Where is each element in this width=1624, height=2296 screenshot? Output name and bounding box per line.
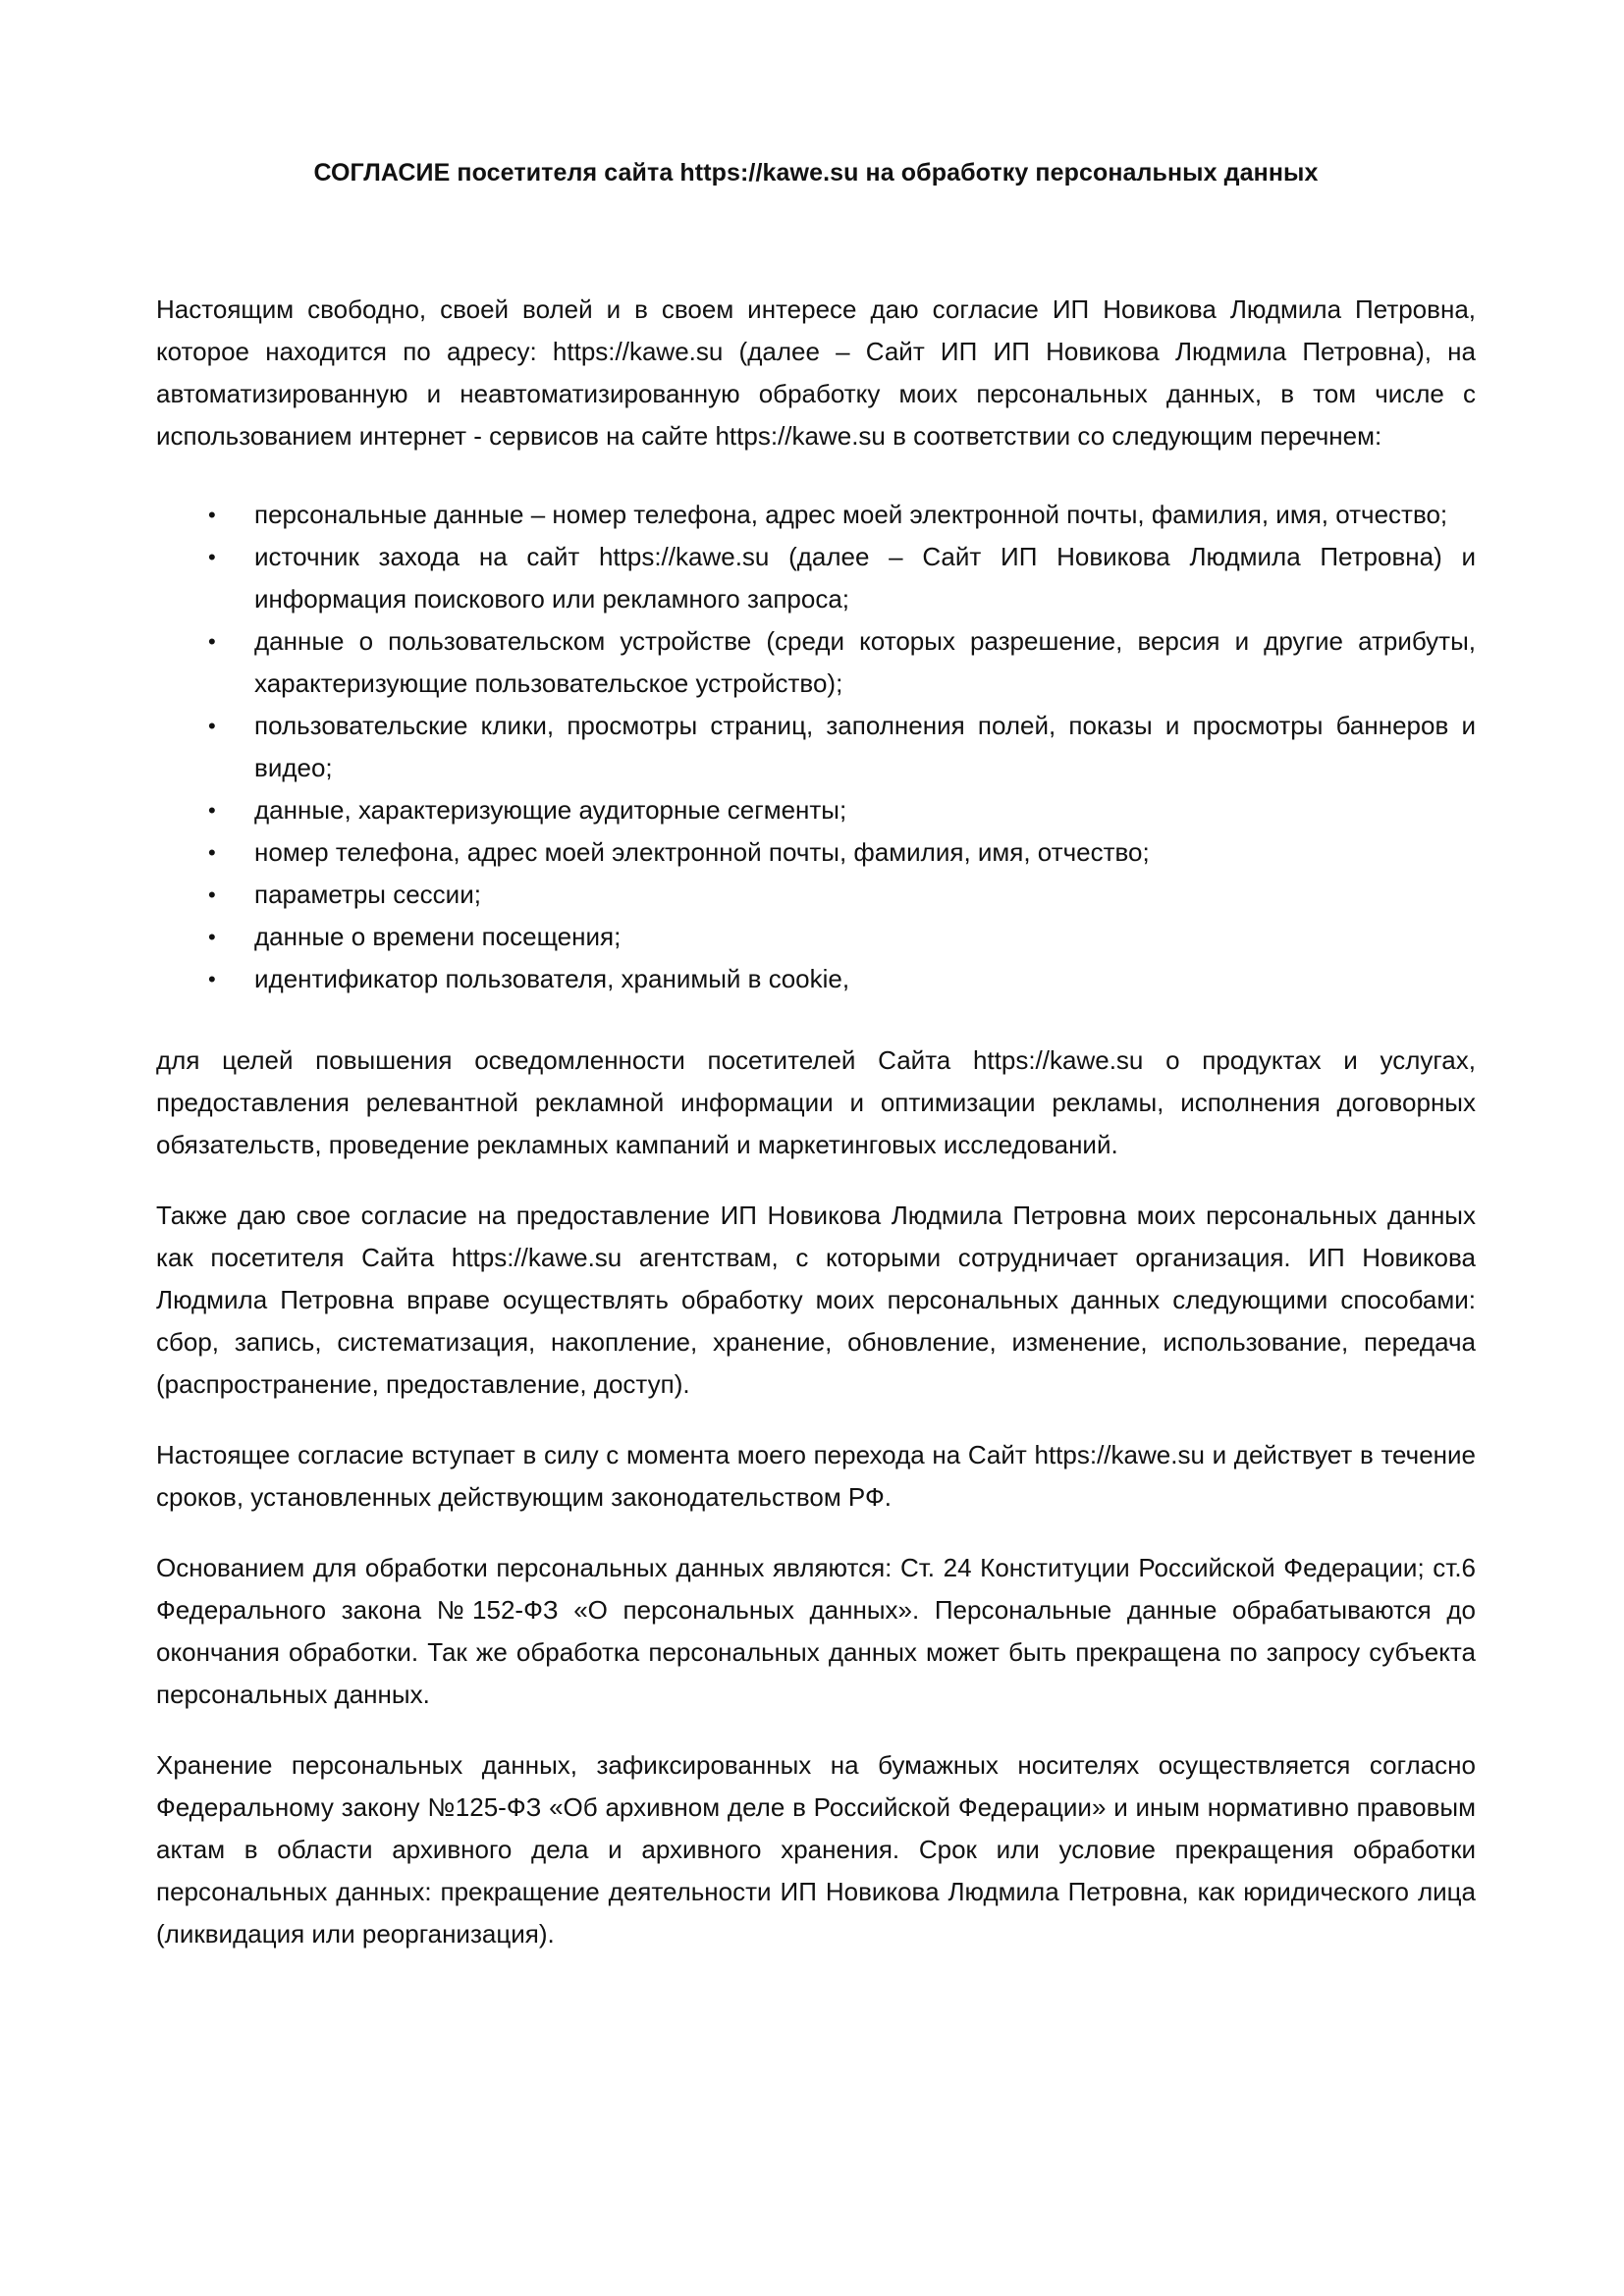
list-item-text: номер телефона, адрес моей электронной почты, фамилия, имя, отчество; — [254, 837, 1150, 867]
list-item-text: данные, характеризующие аудиторные сегменты; — [254, 795, 847, 825]
document-page — [156, 155, 1476, 1955]
bullet-icon: • — [208, 714, 216, 738]
validity-paragraph: Настоящее согласие вступает в силу с момента моего перехода на Сайт https://kawe.su и действует в течение сроков, установленных действующим законодательством РФ. — [156, 1440, 1476, 1512]
bullet-icon: • — [208, 840, 216, 865]
list-item — [156, 831, 1476, 874]
personal-data-list — [156, 494, 1476, 1000]
list-item-text: параметры сессии; — [254, 880, 481, 909]
bullet-icon: • — [208, 629, 216, 654]
list-item — [156, 874, 1476, 916]
bullet-icon: • — [208, 545, 216, 569]
storage-paragraph: Хранение персональных данных, зафиксированных на бумажных носителях осуществляется согласно Федеральному закону №125-ФЗ «Об архивном деле в Российской Федерации» и иным нормативно правовым актам в области архивного дела и архивного хранения. Срок или условие прекращения обработки персональных данных: прекращение деятельности ИП Новикова Людмила Петровна, как юридического лица (ликвидация или реорганизация). — [156, 1750, 1476, 1949]
bullet-icon: • — [208, 967, 216, 991]
list-item — [156, 536, 1476, 620]
list-item — [156, 620, 1476, 705]
list-item-text: пользовательские клики, просмотры страниц, заполнения полей, показы и просмотры баннеров и видео; — [254, 711, 1476, 782]
bullet-icon: • — [208, 925, 216, 949]
list-item-text: данные о времени посещения; — [254, 922, 622, 951]
list-item — [156, 789, 1476, 831]
bullet-icon: • — [208, 798, 216, 823]
list-item — [156, 705, 1476, 789]
bullet-icon: • — [208, 503, 216, 527]
document-title: СОГЛАСИЕ посетителя сайта https://kawe.su на обработку персональных данных — [313, 159, 1319, 187]
list-item — [156, 494, 1476, 536]
list-item — [156, 916, 1476, 958]
purposes-paragraph: для целей повышения осведомленности посетителей Сайта https://kawe.su о продуктах и услугах, предоставления релевантной рекламной информации и оптимизации рекламы, исполнения договорных обязательств, проведение рекламных кампаний и маркетинговых исследований. — [156, 1045, 1476, 1159]
agencies-paragraph: Также даю свое согласие на предоставление ИП Новикова Людмила Петровна моих персональных данных как посетителя Сайта https://kawe.su агентствам, с которыми сотрудничает организация. ИП Новикова Людмила Петровна вправе осуществлять обработку моих персональных данных следующими способами: сбор, запись, систематизация, накопление, хранение, обновление, изменение, использование, передача (распространение, предоставление, доступ). — [156, 1201, 1476, 1399]
intro-paragraph: Настоящим свободно, своей волей и в своем интересе даю согласие ИП Новикова Людмила Петровна, которое находится по адресу: https://kawe.su (далее – Сайт ИП ИП Новикова Людмила Петровна), на автоматизированную и неавтоматизированную обработку моих персональных данных, в том числе с использованием интернет - сервисов на сайте https://kawe.su в соответствии со следующим перечнем: — [156, 294, 1476, 451]
list-item-text: данные о пользовательском устройстве (среди которых разрешение, версия и другие атрибуты, характеризующие пользовательское устройство); — [254, 626, 1476, 698]
list-item-text: персональные данные – номер телефона, адрес моей электронной почты, фамилия, имя, отчество; — [254, 500, 1448, 529]
bullet-icon: • — [208, 882, 216, 907]
legal-basis-paragraph: Основанием для обработки персональных данных являются: Ст. 24 Конституции Российской Федерации; ст.6 Федерального закона №152-ФЗ «О персональных данных». Персональные данные обрабатываются до окончания обработки. Так же обработка персональных данных может быть прекращена по запросу субъекта персональных данных. — [156, 1553, 1476, 1709]
list-item-text: идентификатор пользователя, хранимый в cookie, — [254, 964, 850, 993]
list-item — [156, 958, 1476, 1000]
list-item-text: источник захода на сайт https://kawe.su (далее – Сайт ИП Новикова Людмила Петровна) и информация поискового или рекламного запроса; — [254, 542, 1476, 614]
